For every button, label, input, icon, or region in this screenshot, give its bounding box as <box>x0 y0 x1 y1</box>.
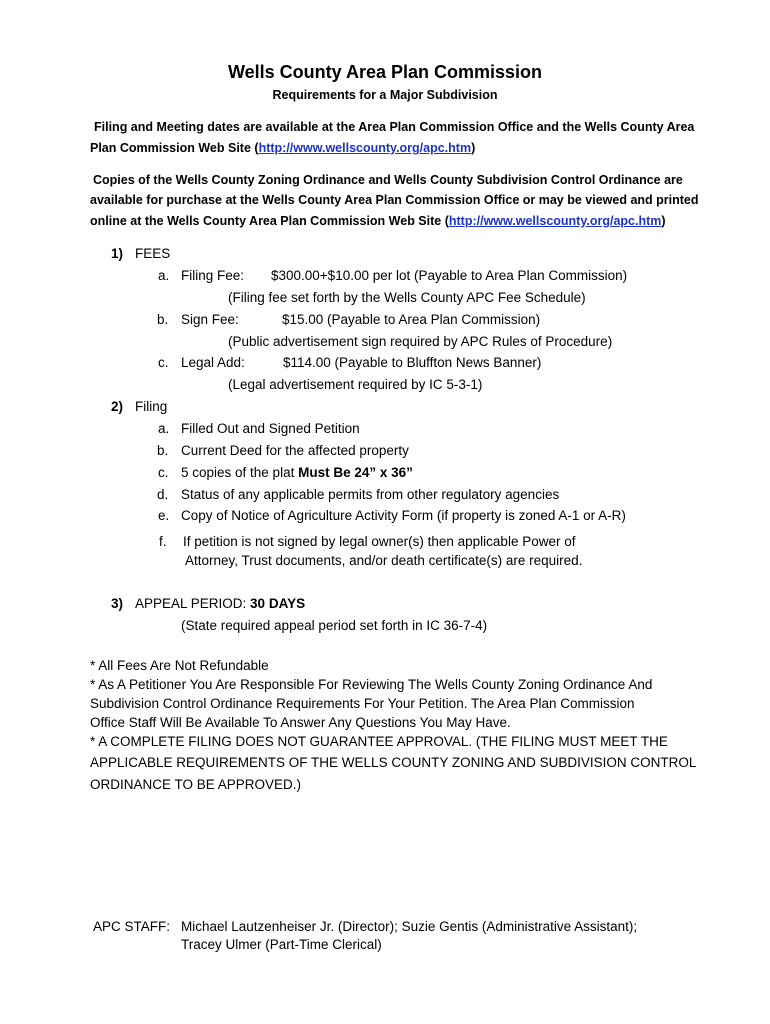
fee-filing <box>158 265 628 287</box>
filing-item <box>157 484 560 506</box>
apc-website-link-2[interactable]: http://www.wellscounty.org/apc.htm <box>448 214 662 228</box>
page-title: Wells County Area Plan Commission <box>227 62 543 82</box>
list-marker: f. <box>159 534 167 549</box>
fee-filing-note: (Filing fee set forth by the Wells County APC Fee Schedule) <box>228 290 586 305</box>
list-marker: b. <box>157 312 169 327</box>
section-number: 1) <box>111 246 124 261</box>
filing-item-text: Status of any applicable permits from other regulatory agencies <box>181 487 560 502</box>
note-line: Office Staff Will Be Available To Answer Any Questions You May Have. <box>90 715 511 730</box>
note-line: Subdivision Control Ordinance Requirements For Your Petition. The Area Plan Commission <box>90 696 635 711</box>
fee-value: $114.00 (Payable to Bluffton News Banner) <box>283 355 542 370</box>
fee-value: $300.00+$10.00 per lot (Payable to Area Plan Commission) <box>271 268 628 283</box>
list-marker: c. <box>158 355 169 370</box>
note-line: APPLICABLE REQUIREMENTS OF THE WELLS COUNTY ZONING AND SUBDIVISION CONTROL <box>90 755 697 770</box>
intro2-line2: available for purchase at the Wells County Area Plan Commission Office or may be viewed and printed <box>90 193 699 207</box>
appeal-note: (State required appeal period set forth in IC 36-7-4) <box>181 618 488 633</box>
note-line: * As A Petitioner You Are Responsible For Reviewing The Wells County Zoning Ordinance And <box>90 677 653 692</box>
filing-item <box>158 505 626 527</box>
fee-label: Filing Fee: <box>181 268 245 283</box>
list-marker: a. <box>158 268 170 283</box>
appeal-label: APPEAL PERIOD: <box>135 596 251 611</box>
section-appeal-heading <box>111 593 306 615</box>
intro2-line1: Copies of the Wells County Zoning Ordinance and Wells County Subdivision Control Ordinance are <box>93 173 683 187</box>
section-title <box>135 593 305 615</box>
section-number: 3) <box>111 596 124 611</box>
filing-item <box>157 440 409 462</box>
filing-item <box>158 418 360 440</box>
list-marker: a. <box>158 421 170 436</box>
filing-item-text: Filled Out and Signed Petition <box>181 421 360 436</box>
fee-sign <box>157 309 541 331</box>
list-marker: b. <box>157 443 169 458</box>
staff-line2: Tracey Ulmer (Part-Time Clerical) <box>181 937 382 952</box>
fee-sign-note: (Public advertisement sign required by APC Rules of Procedure) <box>228 334 613 349</box>
filing-item <box>158 462 413 484</box>
staff-label: APC STAFF: <box>93 919 171 934</box>
intro1-close: ) <box>471 141 476 155</box>
list-marker: e. <box>158 508 170 523</box>
note-line: * All Fees Are Not Refundable <box>90 658 269 673</box>
intro2-line3 <box>90 211 666 232</box>
intro1-line2 <box>90 138 475 159</box>
filing-item <box>159 531 576 553</box>
intro1-line1: Filing and Meeting dates are available at the Area Plan Commission Office and the Wells County Area <box>94 120 695 134</box>
page-subtitle: Requirements for a Major Subdivision <box>272 88 498 102</box>
filing-item-text <box>181 462 413 484</box>
list-marker: c. <box>158 465 169 480</box>
fee-label: Legal Add: <box>181 355 245 370</box>
staff-line1: Michael Lautzenheiser Jr. (Director); Suzie Gentis (Administrative Assistant); <box>181 919 638 934</box>
section-number: 2) <box>111 399 124 414</box>
note-line: * A COMPLETE FILING DOES NOT GUARANTEE APPROVAL. (THE FILING MUST MEET THE <box>90 734 668 749</box>
filing-item-plain: 5 copies of the plat <box>181 465 299 480</box>
fee-legal-note: (Legal advertisement required by IC 5-3-1) <box>228 377 483 392</box>
filing-item-continued: Attorney, Trust documents, and/or death certificate(s) are required. <box>185 553 583 568</box>
fee-legal <box>158 352 542 374</box>
filing-item-text: If petition is not signed by legal owner(s) then applicable Power of <box>183 534 576 549</box>
section-fees-heading <box>111 243 171 265</box>
filing-item-text: Copy of Notice of Agriculture Activity Form (if property is zoned A-1 or A-R) <box>181 508 626 523</box>
section-title: Filing <box>135 399 168 414</box>
apc-website-link[interactable]: http://www.wellscounty.org/apc.htm <box>258 141 472 155</box>
section-filing-heading <box>111 396 168 418</box>
fee-label: Sign Fee: <box>181 312 239 327</box>
note-line: ORDINANCE TO BE APPROVED.) <box>90 777 302 792</box>
list-marker: d. <box>157 487 169 502</box>
intro2-close: ) <box>661 214 666 228</box>
plat-size-requirement: Must Be 24” x 36” <box>298 465 413 480</box>
filing-item-text: Current Deed for the affected property <box>181 443 409 458</box>
appeal-days: 30 DAYS <box>250 596 306 611</box>
section-title: FEES <box>135 246 171 261</box>
intro1-text: Plan Commission Web Site ( <box>90 141 259 155</box>
fee-value: $15.00 (Payable to Area Plan Commission) <box>282 312 541 327</box>
intro2-text: online at the Wells County Area Plan Commission Web Site ( <box>90 214 449 228</box>
